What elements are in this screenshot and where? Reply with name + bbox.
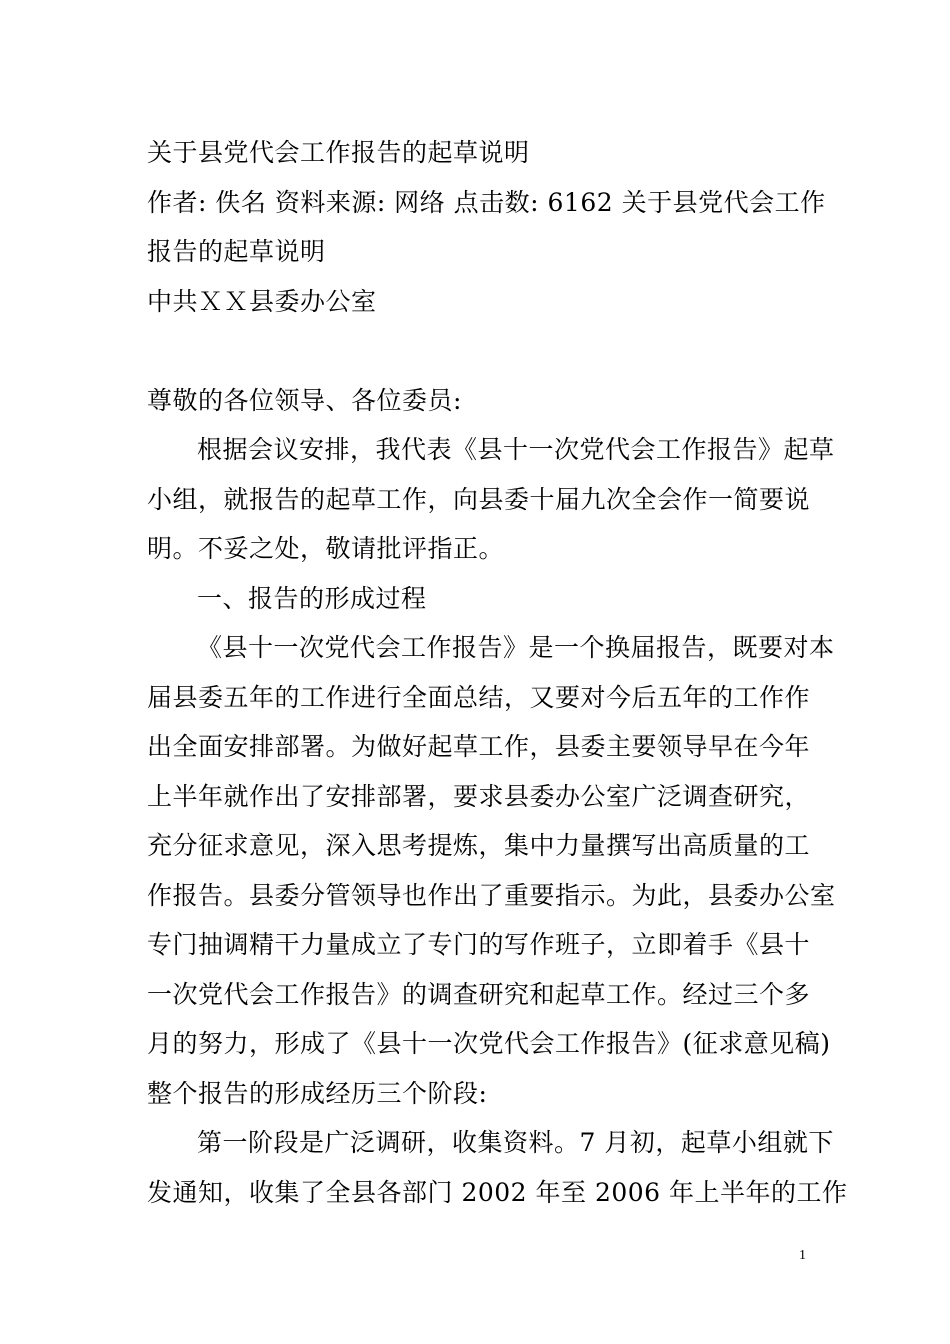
paragraph-line: 第一阶段是广泛调研，收集资料。7 月初，起草小组就下 [197,1128,834,1157]
paragraph-line: 根据会议安排，我代表《县十一次党代会工作报告》起草 [197,435,835,464]
page-number: 1 [799,1248,806,1263]
section-heading: 一、报告的形成过程 [197,583,427,613]
salutation: 尊敬的各位领导、各位委员: [147,385,462,415]
meta-line-continued: 报告的起草说明 [147,237,326,266]
paragraph-line: 充分征求意见，深入思考提炼，集中力量撰写出高质量的工 [147,831,811,860]
paragraph-line: 小组，就报告的起草工作，向县委十届九次全会作一简要说 [147,484,811,514]
issuing-organization: 中共ＸＸ县委办公室 [147,286,377,316]
document-body [147,128,848,1217]
paragraph-line: 出全面安排部署。为做好起草工作，县委主要领导早在今年 [147,732,811,761]
paragraph-line: 专门抽调精干力量成立了专门的写作班子，立即着手《县十 [147,930,811,959]
paragraph-line: 月的努力，形成了《县十一次党代会工作报告》(征求意见稿) [147,1029,831,1058]
paragraph-line: 整个报告的形成经历三个阶段: [147,1078,488,1108]
paragraph-line: 《县十一次党代会工作报告》是一个换届报告，既要对本 [197,633,835,662]
meta-line: 作者: 佚名 资料来源: 网络 点击数: 6162 关于县党代会工作 [147,187,826,217]
paragraph-line: 一次党代会工作报告》的调查研究和起草工作。经过三个多 [147,979,811,1009]
document-title: 关于县党代会工作报告的起草说明 [147,138,530,167]
paragraph-line: 作报告。县委分管领导也作出了重要指示。为此，县委办公室 [147,880,836,910]
paragraph-line: 发通知，收集了全县各部门 2002 年至 2006 年上半年的工作 [147,1177,848,1207]
paragraph-line: 上半年就作出了安排部署，要求县委办公室广泛调查研究， [147,781,811,811]
blank-line [147,326,807,376]
paragraph-line: 明。不妥之处，敬请批评指正。 [147,534,505,563]
paragraph-line: 届县委五年的工作进行全面总结，又要对今后五年的工作作 [147,682,811,712]
